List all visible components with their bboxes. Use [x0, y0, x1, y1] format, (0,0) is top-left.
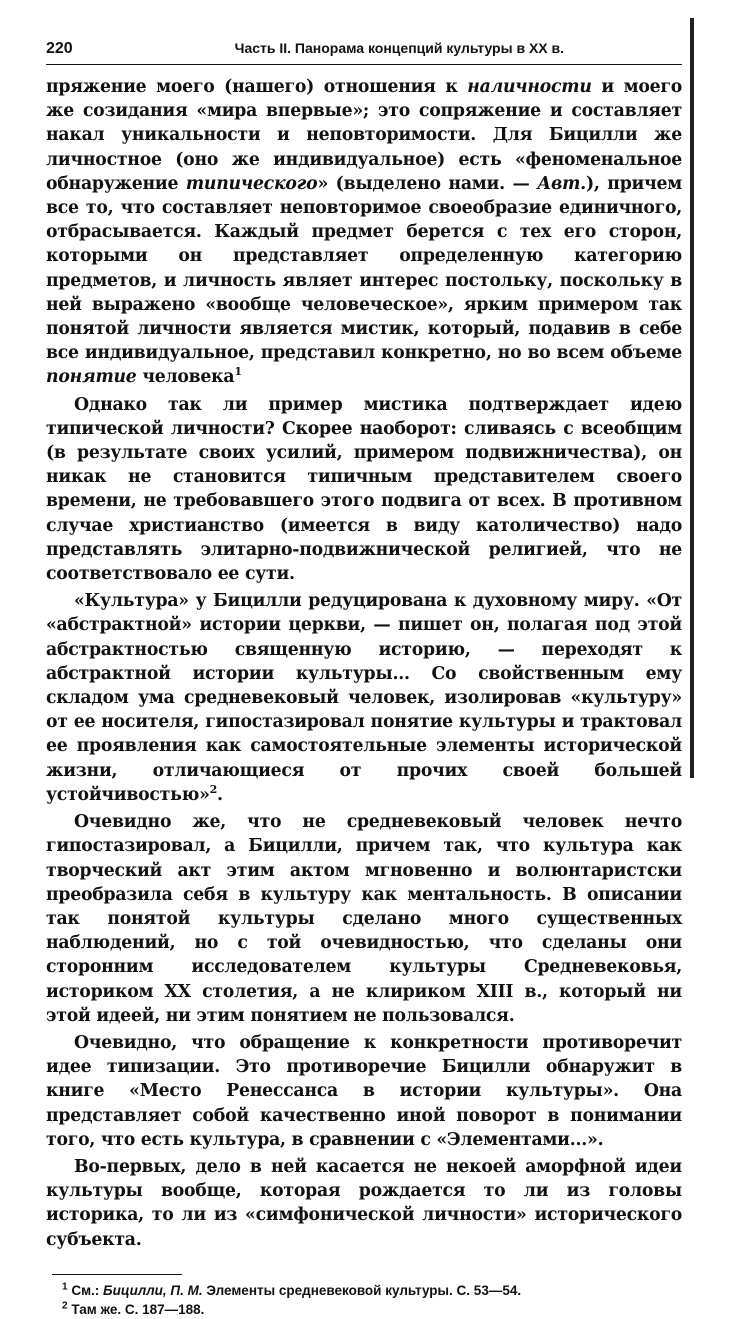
running-title: Часть II. Панорама концепций культуры в XX в.: [234, 40, 564, 56]
text-span: Очевидно же, что не средневековый человек нечто гипостазировал, а Бицилли, причем так, что культура как творческий акт этим актом мгновенно и волюнтаристски преобразила себя в культуру как ментальность. В описании так понятой культуры сделано много существенных наблюдений, но с той очевидностью, что сделаны они сторонним исследователем культуры Средневековья, историком XX столетия, а не клириком XIII в., который ни этой идеей, ни этим понятием не пользовался.: [46, 812, 682, 1026]
italic-span: типического: [185, 173, 318, 194]
body-text: [46, 75, 682, 1252]
text-span: » (выделено нами. —: [317, 173, 538, 194]
page-number: 220: [46, 40, 73, 57]
paragraph-1: [46, 75, 682, 390]
italic-span: понятие: [46, 367, 137, 388]
footnotes: [62, 1281, 682, 1319]
footnote-rule: [52, 1274, 182, 1275]
text-span: и моего же созидания «мира впервые»; это сопряжение и составляет накал уникальности и неповторимости. Для Бицилли же личностное (оно же индивидуальное) есть «феноменальное обнаружение: [46, 77, 682, 194]
footnote-ref: 1: [234, 365, 242, 379]
text-span: Там же. С. 187—188.: [67, 1301, 205, 1317]
paragraph-6: [46, 1155, 682, 1252]
text-span: .: [217, 784, 223, 805]
text-span: «Культура» у Бицилли редуцирована к духовному миру. «От «абстрактной» истории церкви, — пишет он, полагая под этой абстрактностью священную историю, — переходят к абстрактной истории культуры... Со свойственным ему складом ума средневековый человек, изолировав «культуру» от ее носителя, гипостазировал понятие культуры и трактовал ее проявления как самостоятельные элементы исторической жизни, отличающиеся от прочих своей большей устойчивостью»: [46, 591, 682, 805]
page-edge-line: [690, 18, 694, 778]
footnote-marker: 1: [62, 1281, 68, 1293]
text-span: ), причем все то, что составляет неповторимое своеобразие единичного, отбрасывается. Каждый предмет берется с тех его сторон, которыми он представляет определенную категорию предметов, и личность являет интерес постольку, поскольку в ней выражено «вообще человеческое», ярким примером так понятой личности является мистик, который, подавив в себе все индивидуальное, представил конкретно, но во всем объеме: [46, 173, 683, 364]
footnote-marker: 2: [62, 1300, 68, 1312]
footnote-2: [62, 1300, 682, 1319]
book-page: [46, 40, 682, 1319]
text-span: Однако так ли пример мистика подтверждает идею типической личности? Скорее наоборот: сливаясь с всеобщим (в результате своих усилий, примером подвижничества), он никак не становится типичным представителем своего времени, не требовавшего этого подвига от всех. В противном случае христианство (имеется в виду католичество) надо представлять элитарно-подвижнической религией, что не соответствовало ее сути.: [46, 394, 682, 585]
paragraph-5: [46, 1031, 682, 1152]
footnote-ref: 2: [209, 783, 218, 797]
text-span: пряжение моего (нашего) отношения к: [46, 77, 468, 97]
text-span: человека: [136, 367, 235, 388]
paragraph-2: [46, 393, 682, 587]
text-span: Элементы средневековой культуры. С. 53—54.: [202, 1282, 522, 1298]
text-span: Очевидно, что обращение к конкретности противоречит идее типизации. Это противоречие Бицилли обнаружит в книге «Место Ренессанса в истории культуры». Она представляет собой качественно иной поворот в понимании того, что есть культура, в сравнении с «Элементами...».: [46, 1032, 682, 1150]
italic-span: наличности: [467, 77, 592, 97]
text-span: Во-первых, дело в ней касается не некоей аморфной идеи культуры вообще, которая рождается то ли из головы историка, то ли из «симфонической личности» исторического субъекта.: [46, 1156, 682, 1250]
paragraph-3: [46, 589, 682, 807]
footnote-1: [62, 1281, 682, 1300]
italic-span: Бицилли, П. М.: [103, 1282, 203, 1298]
italic-span: Авт.: [537, 173, 586, 194]
running-header: [46, 40, 682, 65]
paragraph-4: [46, 810, 682, 1028]
text-span: См.:: [67, 1282, 104, 1298]
